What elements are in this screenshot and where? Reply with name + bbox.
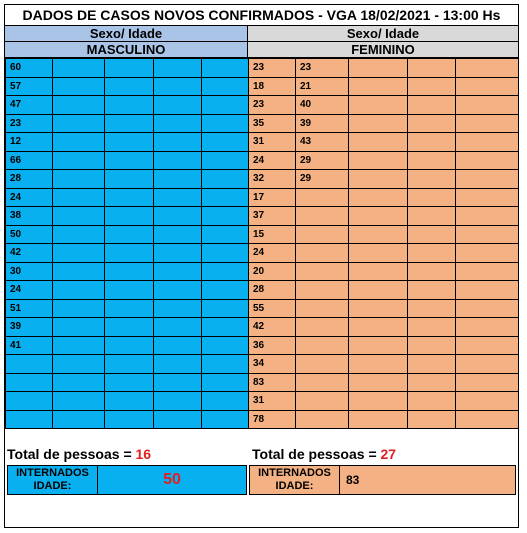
female-age-cell bbox=[408, 170, 456, 189]
female-age-row bbox=[249, 188, 519, 207]
female-age-cell: 55 bbox=[249, 299, 296, 318]
male-age-cell: 24 bbox=[6, 281, 53, 300]
male-age-cell bbox=[154, 410, 202, 429]
female-age-cell: 20 bbox=[249, 262, 296, 281]
male-age-cell bbox=[53, 244, 105, 263]
female-age-cell bbox=[456, 96, 519, 115]
female-age-cell: 37 bbox=[249, 207, 296, 226]
female-age-cell: 35 bbox=[249, 114, 296, 133]
female-age-cell bbox=[456, 188, 519, 207]
male-age-cell bbox=[105, 188, 154, 207]
male-age-cell bbox=[105, 281, 154, 300]
male-age-cell bbox=[202, 281, 249, 300]
male-age-cell bbox=[202, 188, 249, 207]
male-age-cell bbox=[202, 373, 249, 392]
female-age-row bbox=[249, 59, 519, 78]
female-age-cell bbox=[408, 77, 456, 96]
female-age-cell: 24 bbox=[249, 151, 296, 170]
female-age-cell: 28 bbox=[249, 281, 296, 300]
female-age-cell bbox=[408, 244, 456, 263]
male-age-row bbox=[6, 225, 249, 244]
male-age-cell bbox=[53, 59, 105, 78]
male-age-row bbox=[6, 373, 249, 392]
female-age-cell bbox=[349, 262, 408, 281]
female-age-cell bbox=[349, 151, 408, 170]
female-age-cell bbox=[296, 392, 349, 411]
female-age-cell: 31 bbox=[249, 133, 296, 152]
female-age-row bbox=[249, 244, 519, 263]
male-age-cell: 47 bbox=[6, 96, 53, 115]
male-age-cell bbox=[202, 133, 249, 152]
male-age-row bbox=[6, 281, 249, 300]
female-age-row bbox=[249, 281, 519, 300]
female-age-cell bbox=[456, 77, 519, 96]
female-age-cell bbox=[408, 114, 456, 133]
male-age-row bbox=[6, 318, 249, 337]
female-age-cell bbox=[408, 207, 456, 226]
female-age-cell bbox=[349, 77, 408, 96]
male-age-cell bbox=[105, 170, 154, 189]
male-age-cell: 57 bbox=[6, 77, 53, 96]
female-total-value: 27 bbox=[380, 446, 397, 462]
male-age-cell: 51 bbox=[6, 299, 53, 318]
female-age-cell bbox=[349, 225, 408, 244]
male-age-row bbox=[6, 244, 249, 263]
female-age-cell bbox=[349, 59, 408, 78]
male-age-cell: 23 bbox=[6, 114, 53, 133]
male-sexo-idade-header: Sexo/ Idade bbox=[5, 26, 248, 42]
male-age-row bbox=[6, 96, 249, 115]
male-age-row bbox=[6, 133, 249, 152]
male-age-cell bbox=[154, 77, 202, 96]
male-age-row bbox=[6, 114, 249, 133]
male-age-cell bbox=[202, 225, 249, 244]
female-age-cell bbox=[296, 188, 349, 207]
male-age-cell bbox=[154, 96, 202, 115]
female-age-cell: 18 bbox=[249, 77, 296, 96]
male-age-cell bbox=[202, 170, 249, 189]
male-age-cell bbox=[53, 225, 105, 244]
female-age-cell bbox=[408, 96, 456, 115]
female-age-row bbox=[249, 207, 519, 226]
female-age-cell bbox=[456, 299, 519, 318]
female-age-cell: 17 bbox=[249, 188, 296, 207]
female-age-cell bbox=[456, 318, 519, 337]
male-age-cell bbox=[154, 170, 202, 189]
male-age-cell bbox=[202, 151, 249, 170]
female-age-cell bbox=[349, 207, 408, 226]
female-age-cell bbox=[408, 392, 456, 411]
female-age-cell bbox=[408, 318, 456, 337]
male-age-cell bbox=[105, 207, 154, 226]
male-age-cell bbox=[53, 262, 105, 281]
male-age-cell: 30 bbox=[6, 262, 53, 281]
male-group-header: MASCULINO bbox=[5, 42, 248, 58]
female-age-cell: 36 bbox=[249, 336, 296, 355]
male-age-cell bbox=[105, 77, 154, 96]
male-age-cell bbox=[202, 77, 249, 96]
male-age-grid bbox=[5, 58, 249, 429]
female-age-cell: 32 bbox=[249, 170, 296, 189]
male-age-cell bbox=[53, 392, 105, 411]
female-age-cell bbox=[349, 336, 408, 355]
male-age-row bbox=[6, 188, 249, 207]
female-age-cell: 23 bbox=[296, 59, 349, 78]
female-age-cell bbox=[296, 355, 349, 374]
male-internados-box bbox=[7, 465, 247, 495]
female-age-cell: 78 bbox=[249, 410, 296, 429]
male-age-cell bbox=[105, 318, 154, 337]
female-age-cell bbox=[349, 373, 408, 392]
male-age-row bbox=[6, 207, 249, 226]
male-age-row bbox=[6, 299, 249, 318]
male-age-cell bbox=[154, 262, 202, 281]
male-age-cell bbox=[105, 244, 154, 263]
female-group-header: FEMININO bbox=[248, 42, 518, 58]
male-age-cell bbox=[202, 410, 249, 429]
female-age-cell bbox=[408, 133, 456, 152]
female-age-cell: 31 bbox=[249, 392, 296, 411]
female-age-cell bbox=[296, 373, 349, 392]
male-age-cell bbox=[202, 392, 249, 411]
female-age-cell: 23 bbox=[249, 96, 296, 115]
male-age-cell bbox=[53, 170, 105, 189]
female-age-cell bbox=[408, 355, 456, 374]
male-age-cell bbox=[53, 188, 105, 207]
male-total-label: Total de pessoas = bbox=[7, 446, 136, 462]
female-age-cell bbox=[349, 244, 408, 263]
male-age-cell bbox=[105, 299, 154, 318]
female-age-cell bbox=[349, 410, 408, 429]
female-age-cell: 21 bbox=[296, 77, 349, 96]
male-age-cell bbox=[154, 244, 202, 263]
male-age-cell bbox=[154, 114, 202, 133]
female-age-cell bbox=[296, 262, 349, 281]
male-internados-value: 50 bbox=[163, 471, 181, 488]
male-age-cell bbox=[53, 299, 105, 318]
female-age-cell bbox=[349, 188, 408, 207]
male-age-row bbox=[6, 410, 249, 429]
female-age-cell: 42 bbox=[249, 318, 296, 337]
female-age-cell bbox=[456, 170, 519, 189]
male-age-cell bbox=[105, 336, 154, 355]
male-age-cell: 42 bbox=[6, 244, 53, 263]
female-age-cell bbox=[408, 410, 456, 429]
female-age-cell bbox=[349, 133, 408, 152]
male-age-cell bbox=[105, 262, 154, 281]
female-age-cell bbox=[456, 392, 519, 411]
male-age-cell: 24 bbox=[6, 188, 53, 207]
male-age-row bbox=[6, 336, 249, 355]
female-age-row bbox=[249, 392, 519, 411]
male-age-cell bbox=[202, 299, 249, 318]
female-age-cell bbox=[456, 355, 519, 374]
female-age-cell bbox=[456, 114, 519, 133]
female-age-row bbox=[249, 225, 519, 244]
male-age-cell bbox=[154, 188, 202, 207]
female-age-cell bbox=[408, 336, 456, 355]
male-age-cell bbox=[202, 355, 249, 374]
male-age-cell bbox=[154, 355, 202, 374]
male-age-cell bbox=[154, 59, 202, 78]
female-age-cell bbox=[296, 299, 349, 318]
female-age-cell: 29 bbox=[296, 151, 349, 170]
female-age-cell bbox=[408, 188, 456, 207]
male-age-cell bbox=[6, 392, 53, 411]
male-age-row bbox=[6, 151, 249, 170]
report-sheet bbox=[4, 4, 519, 528]
male-age-cell: 66 bbox=[6, 151, 53, 170]
female-age-cell bbox=[408, 281, 456, 300]
male-age-cell bbox=[154, 392, 202, 411]
female-age-cell: 29 bbox=[296, 170, 349, 189]
female-age-row bbox=[249, 170, 519, 189]
male-age-cell: 39 bbox=[6, 318, 53, 337]
male-age-row bbox=[6, 59, 249, 78]
female-age-row bbox=[249, 96, 519, 115]
male-age-cell bbox=[154, 336, 202, 355]
female-age-cell: 24 bbox=[249, 244, 296, 263]
male-age-cell bbox=[53, 77, 105, 96]
male-age-cell bbox=[105, 392, 154, 411]
male-age-row bbox=[6, 392, 249, 411]
male-age-row bbox=[6, 170, 249, 189]
male-age-cell: 50 bbox=[6, 225, 53, 244]
male-age-row bbox=[6, 77, 249, 96]
female-internados-label: INTERNADOS IDADE: bbox=[250, 466, 340, 494]
female-age-row bbox=[249, 355, 519, 374]
female-age-cell bbox=[456, 336, 519, 355]
male-age-cell bbox=[6, 410, 53, 429]
male-age-cell bbox=[202, 318, 249, 337]
male-age-cell bbox=[105, 59, 154, 78]
female-age-row bbox=[249, 318, 519, 337]
female-age-cell: 83 bbox=[249, 373, 296, 392]
male-age-cell bbox=[53, 355, 105, 374]
female-age-cell bbox=[296, 318, 349, 337]
female-age-row bbox=[249, 77, 519, 96]
female-age-cell: 23 bbox=[249, 59, 296, 78]
male-age-cell: 60 bbox=[6, 59, 53, 78]
male-total-value: 16 bbox=[135, 446, 152, 462]
male-age-cell bbox=[53, 96, 105, 115]
male-age-cell bbox=[154, 281, 202, 300]
female-age-cell bbox=[296, 281, 349, 300]
male-age-cell bbox=[202, 244, 249, 263]
report-title: DADOS DE CASOS NOVOS CONFIRMADOS - VGA 18/02/2021 - 13:00 Hs bbox=[5, 5, 518, 26]
male-age-cell bbox=[105, 355, 154, 374]
male-age-cell bbox=[53, 281, 105, 300]
female-age-row bbox=[249, 336, 519, 355]
female-age-cell bbox=[349, 318, 408, 337]
female-age-cell bbox=[408, 262, 456, 281]
male-age-row bbox=[6, 355, 249, 374]
male-age-cell bbox=[105, 151, 154, 170]
female-age-cell: 34 bbox=[249, 355, 296, 374]
male-age-cell bbox=[53, 318, 105, 337]
male-age-cell bbox=[53, 373, 105, 392]
female-age-cell bbox=[456, 59, 519, 78]
female-age-cell: 15 bbox=[249, 225, 296, 244]
female-age-cell bbox=[456, 373, 519, 392]
male-age-cell bbox=[202, 207, 249, 226]
female-age-cell bbox=[456, 225, 519, 244]
male-age-cell bbox=[154, 151, 202, 170]
male-age-cell bbox=[202, 262, 249, 281]
male-age-cell: 41 bbox=[6, 336, 53, 355]
female-age-cell bbox=[456, 281, 519, 300]
male-age-cell bbox=[154, 318, 202, 337]
male-age-row bbox=[6, 262, 249, 281]
female-internados-box bbox=[249, 465, 516, 495]
male-age-cell bbox=[202, 114, 249, 133]
female-age-cell bbox=[296, 207, 349, 226]
female-age-cell bbox=[456, 410, 519, 429]
female-sexo-idade-header: Sexo/ Idade bbox=[248, 26, 518, 42]
male-age-cell bbox=[154, 299, 202, 318]
female-age-cell bbox=[296, 225, 349, 244]
male-age-cell bbox=[6, 373, 53, 392]
female-age-cell bbox=[408, 225, 456, 244]
female-age-cell bbox=[349, 96, 408, 115]
male-age-cell bbox=[154, 373, 202, 392]
female-age-cell bbox=[349, 170, 408, 189]
female-age-cell: 43 bbox=[296, 133, 349, 152]
female-age-row bbox=[249, 133, 519, 152]
female-age-row bbox=[249, 151, 519, 170]
male-age-cell bbox=[154, 207, 202, 226]
male-internados-label: INTERNADOS IDADE: bbox=[8, 466, 98, 494]
male-age-cell bbox=[105, 133, 154, 152]
female-age-row bbox=[249, 410, 519, 429]
female-age-cell: 39 bbox=[296, 114, 349, 133]
male-age-cell bbox=[202, 96, 249, 115]
female-age-cell bbox=[296, 410, 349, 429]
male-age-cell: 38 bbox=[6, 207, 53, 226]
female-age-grid bbox=[248, 58, 519, 429]
male-age-cell: 28 bbox=[6, 170, 53, 189]
female-age-row bbox=[249, 114, 519, 133]
male-age-cell bbox=[53, 410, 105, 429]
male-age-cell bbox=[202, 336, 249, 355]
female-age-cell bbox=[349, 392, 408, 411]
male-age-cell bbox=[53, 151, 105, 170]
female-age-cell: 40 bbox=[296, 96, 349, 115]
male-total bbox=[7, 445, 151, 463]
male-age-cell bbox=[6, 355, 53, 374]
female-age-cell bbox=[456, 207, 519, 226]
female-age-cell bbox=[349, 114, 408, 133]
female-age-cell bbox=[349, 281, 408, 300]
male-age-cell bbox=[202, 59, 249, 78]
female-age-cell bbox=[456, 244, 519, 263]
male-age-cell bbox=[105, 373, 154, 392]
male-age-cell bbox=[53, 114, 105, 133]
male-age-cell bbox=[53, 207, 105, 226]
female-age-cell bbox=[456, 133, 519, 152]
female-age-row bbox=[249, 373, 519, 392]
female-age-row bbox=[249, 299, 519, 318]
male-age-cell bbox=[105, 410, 154, 429]
female-internados-value: 83 bbox=[346, 473, 360, 487]
male-age-cell: 12 bbox=[6, 133, 53, 152]
male-age-cell bbox=[105, 114, 154, 133]
male-age-cell bbox=[105, 96, 154, 115]
female-age-cell bbox=[408, 151, 456, 170]
male-age-cell bbox=[105, 225, 154, 244]
female-age-cell bbox=[349, 299, 408, 318]
female-age-cell bbox=[408, 299, 456, 318]
female-age-row bbox=[249, 262, 519, 281]
female-age-cell bbox=[408, 59, 456, 78]
female-age-cell bbox=[408, 373, 456, 392]
female-total-label: Total de pessoas = bbox=[252, 446, 381, 462]
female-age-cell bbox=[349, 355, 408, 374]
male-age-cell bbox=[53, 336, 105, 355]
female-age-cell bbox=[296, 244, 349, 263]
male-age-cell bbox=[154, 225, 202, 244]
female-age-cell bbox=[296, 336, 349, 355]
female-age-cell bbox=[456, 262, 519, 281]
female-total bbox=[252, 445, 396, 463]
male-age-cell bbox=[53, 133, 105, 152]
male-age-cell bbox=[154, 133, 202, 152]
female-age-cell bbox=[456, 151, 519, 170]
